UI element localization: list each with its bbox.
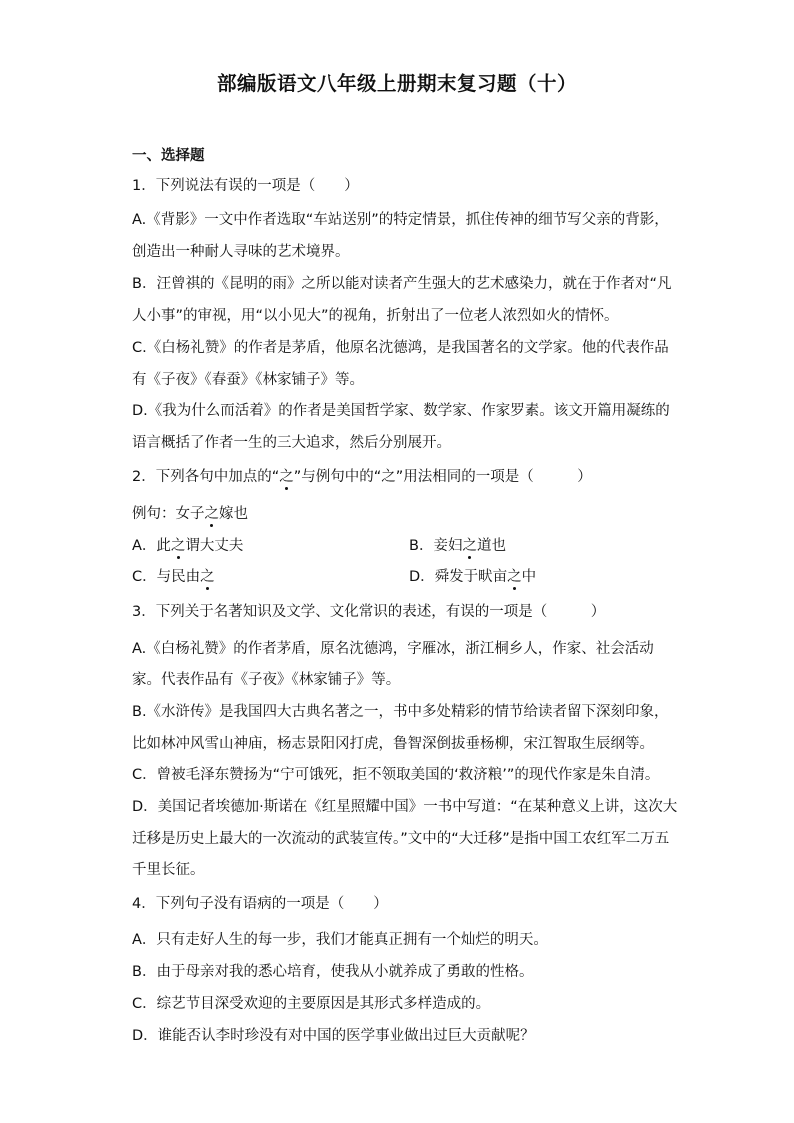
q1-option-d-line1: D.《我为什么而活着》的作者是美国哲学家、数学家、作家罗素。该文开篇用凝练的	[132, 403, 670, 419]
q2-option-d-text: D．舜发于畎亩	[409, 569, 508, 585]
q4-option-a: A．只有走好人生的每一步，我们才能真正拥有一个灿烂的明天。	[132, 932, 548, 948]
q3-option-d-line3: 千里长征。	[132, 862, 205, 878]
emphasis-dot-char: 之	[170, 538, 186, 554]
q2-option-d	[409, 567, 536, 587]
q2-option-b-text-end: 道也	[476, 538, 506, 554]
q2-option-a	[132, 536, 243, 556]
q4-option-c: C．综艺节目深受欢迎的主要原因是其形式多样造成的。	[132, 996, 491, 1012]
q2-stem-text-end: ”与例句中的“之”用法相同的一项是（ ）	[293, 469, 592, 485]
q2-option-a-text: A．此	[132, 538, 171, 554]
q4-option-d: D．谁能否认李时珍没有对中国的医学事业做出过巨大贡献呢？	[132, 1028, 535, 1044]
emphasis-dot-char: 之	[200, 569, 215, 585]
q2-option-a-text-end: 谓大丈夫	[185, 538, 244, 554]
q2-stem	[132, 467, 672, 487]
q3-option-d-line2: 迁移是历史上最大的一次流动的武装宣传。”文中的“大迁移”是指中国工农红军二万五	[132, 831, 670, 847]
q2-example-text-end: 嫁也	[219, 506, 248, 522]
q3-stem: 3．下列关于名著知识及文学、文化常识的表述，有误的一项是（ ）	[132, 604, 606, 620]
q2-example	[132, 504, 672, 524]
q1-stem: 1．下列说法有误的一项是（ ）	[132, 178, 359, 194]
q2-stem-text: 2．下列各句中加点的“	[132, 469, 280, 485]
q2-option-b-text: B．妾妇	[409, 538, 463, 554]
q1-option-d-line2: 语言概括了作者一生的三大追求，然后分别展开。	[132, 435, 451, 451]
q3-option-a-line2: 家。代表作品有《子夜》《林家铺子》等。	[132, 672, 401, 688]
q3-option-b-line2: 比如林冲风雪山神庙，杨志景阳冈打虎，鲁智深倒拔垂杨柳，宋江智取生辰纲等。	[132, 736, 654, 752]
q3-option-a-line1: A.《白杨礼赞》的作者茅盾，原名沈德鸿，字雁冰，浙江桐乡人，作家、社会活动	[132, 641, 654, 657]
q2-option-c	[132, 567, 215, 587]
page-title: 部编版语文八年级上册期末复习题（十）	[216, 72, 577, 95]
q2-option-d-text-end: 中	[521, 569, 537, 585]
q1-option-a-line1: A.《背影》一文中作者选取“车站送别”的特定情景，抓住传神的细节写父亲的背影，	[132, 212, 669, 228]
q3-option-b-line1: B.《水浒传》是我国四大古典名著之一，书中多处精彩的情节给读者留下深刻印象，	[132, 704, 669, 720]
q3-option-d-line1: D．美国记者埃德加·斯诺在《红星照耀中国》一书中写道：“在某种意义上讲，这次大	[132, 799, 678, 815]
q1-option-c-line1: C.《白杨礼赞》的作者是茅盾，他原名沈德鸿，是我国著名的文学家。他的代表作品	[132, 340, 669, 356]
q2-example-text: 例句：女子	[132, 506, 205, 522]
emphasis-dot-char: 之	[462, 538, 477, 554]
q4-stem: 4．下列句子没有语病的一项是（ ）	[132, 896, 388, 912]
q3-option-c-line1: C．曾被毛泽东赞扬为“宁可饿死，拒不领取美国的‘救济粮’”的现代作家是朱自清。	[132, 767, 660, 783]
q2-option-c-text: C．与民由	[132, 569, 201, 585]
emphasis-dot-char: 之	[507, 569, 522, 585]
q1-option-b-line2: 人小事”的审视，用“以小见大”的视角，折射出了一位老人浓烈如火的情怀。	[132, 308, 619, 324]
emphasis-dot-char: 之	[204, 506, 219, 522]
q1-option-c-line2: 有《子夜》《春蚕》《林家铺子》等。	[132, 372, 364, 388]
q1-option-a-line2: 创造出一种耐人寻味的艺术境界。	[132, 244, 350, 260]
emphasis-dot-char: 之	[279, 469, 294, 485]
q4-option-b: B．由于母亲对我的悉心培育，使我从小就养成了勇敢的性格。	[132, 964, 534, 980]
q1-option-b-line1: B．汪曾祺的《昆明的雨》之所以能对读者产生强大的艺术感染力，就在于作者对“凡	[132, 276, 672, 292]
q2-option-b	[409, 536, 506, 556]
section-heading: 一、选择题	[132, 148, 205, 164]
